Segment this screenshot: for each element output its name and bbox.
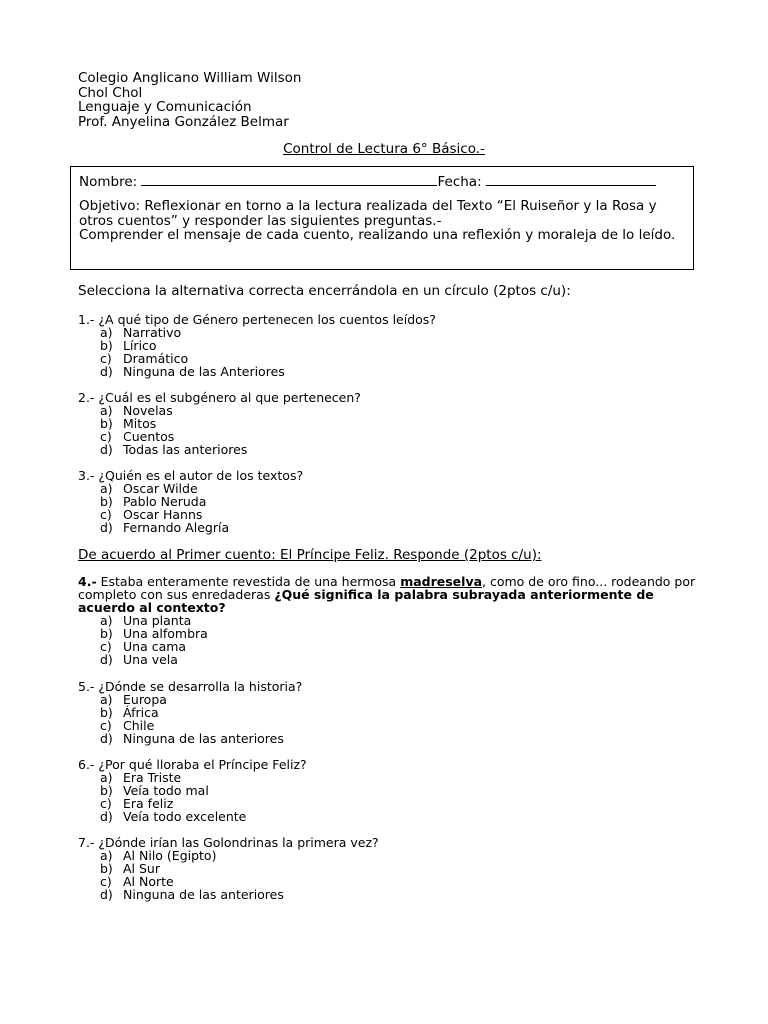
option-text: Chile (123, 718, 155, 733)
underlined-word: madreselva (400, 574, 483, 589)
option-letter: d) (100, 442, 113, 457)
question-6-text: 6.- ¿Por qué lloraba el Príncipe Feliz? (78, 757, 307, 772)
option-text: Ninguna de las anteriores (123, 887, 284, 902)
option-letter: a) (100, 770, 113, 785)
option-text: Una cama (123, 639, 187, 654)
question-4-post: , como de oro fino... rodeando por completo con sus enredaderas (78, 574, 696, 602)
option-item[interactable] (78, 810, 307, 823)
question-5-text: 5.- ¿Dónde se desarrolla la historia? (78, 679, 303, 694)
option-text: Oscar Wilde (123, 481, 198, 496)
option-letter: a) (100, 481, 113, 496)
option-text: Una vela (123, 652, 178, 667)
option-letter: c) (100, 429, 112, 444)
option-letter: b) (100, 705, 113, 720)
option-letter: a) (100, 325, 113, 340)
option-letter: c) (100, 639, 112, 654)
option-item[interactable] (78, 653, 698, 666)
option-item[interactable] (78, 888, 379, 901)
question-3-options (78, 482, 303, 534)
student-info-box (70, 166, 694, 270)
option-item[interactable] (78, 784, 307, 797)
option-letter: c) (100, 874, 112, 889)
option-text: Veía todo excelente (123, 809, 247, 824)
name-line[interactable] (141, 173, 437, 186)
city-name: Chol Chol (78, 84, 143, 101)
option-text: Pablo Neruda (123, 494, 207, 509)
question-7-text: 7.- ¿Dónde irían las Golondrinas la primera vez? (78, 835, 379, 850)
question-4-pre: Estaba enteramente revestida de una hermosa (96, 574, 401, 589)
option-letter: a) (100, 848, 113, 863)
name-date-row (79, 173, 656, 190)
question-7-options (78, 849, 379, 901)
option-text: Mitos (123, 416, 157, 431)
option-letter: a) (100, 613, 113, 628)
option-letter: b) (100, 783, 113, 798)
school-name: Colegio Anglicano William Wilson (78, 70, 302, 86)
page-title (0, 141, 768, 157)
option-text: Ninguna de las Anteriores (123, 364, 285, 379)
option-text: Era Triste (123, 770, 182, 785)
option-text: Lírico (123, 338, 157, 353)
option-item[interactable] (78, 404, 361, 417)
option-letter: b) (100, 416, 113, 431)
option-text: Al Norte (123, 874, 174, 889)
question-3 (78, 469, 303, 534)
objective-block (79, 199, 687, 243)
option-letter: b) (100, 626, 113, 641)
question-5-options (78, 693, 302, 745)
option-text: Oscar Hanns (123, 507, 203, 522)
option-letter: b) (100, 494, 113, 509)
question-4-question: ¿Qué significa la palabra subrayada anteriormente de acuerdo al contexto? (78, 587, 654, 615)
option-letter: a) (100, 403, 113, 418)
option-text: Cuentos (123, 429, 175, 444)
question-1 (78, 313, 436, 378)
teacher-name: Prof. Anyelina González Belmar (78, 113, 289, 130)
question-6 (78, 758, 307, 823)
question-4-options (78, 614, 698, 666)
option-letter: d) (100, 887, 113, 902)
option-text: Ninguna de las anteriores (123, 731, 284, 746)
option-item[interactable] (78, 417, 361, 430)
question-4 (78, 575, 698, 666)
question-2-text: 2.- ¿Cuál es el subgénero al que pertenecen? (78, 390, 361, 405)
option-text: Todas las anteriores (123, 442, 248, 457)
option-letter: b) (100, 338, 113, 353)
option-letter: d) (100, 652, 113, 667)
date-label: Fecha: (437, 174, 482, 190)
question-5 (78, 680, 302, 745)
option-text: Narrativo (123, 325, 182, 340)
document-header (78, 71, 301, 129)
option-text: Era feliz (123, 796, 174, 811)
option-text: Europa (123, 692, 167, 707)
option-text: Al Nilo (Egipto) (123, 848, 217, 863)
option-text: Novelas (123, 403, 173, 418)
instruction-text: Selecciona la alternativa correcta encerrándola en un círculo (2ptos c/u): (78, 283, 571, 299)
option-text: Al Sur (123, 861, 160, 876)
option-letter: c) (100, 796, 112, 811)
option-text: Una planta (123, 613, 192, 628)
option-item[interactable] (78, 365, 436, 378)
option-letter: c) (100, 507, 112, 522)
question-7 (78, 836, 379, 901)
date-line[interactable] (486, 173, 656, 186)
option-letter: a) (100, 692, 113, 707)
objective-text: Objetivo: Reflexionar en torno a la lectura realizada del Texto “El Ruiseñor y la Rosa y otros cuentos” y responder las siguientes preguntas.- (79, 198, 657, 229)
option-item[interactable] (78, 443, 361, 456)
page-title-text: Control de Lectura 6° Básico.- (283, 141, 485, 157)
option-text: Dramático (123, 351, 189, 366)
question-1-text: 1.- ¿A qué tipo de Género pertenecen los cuentos leídos? (78, 312, 436, 327)
option-letter: d) (100, 809, 113, 824)
section-2-heading: De acuerdo al Primer cuento: El Príncipe Feliz. Responde (2ptos c/u): (78, 547, 542, 563)
option-item[interactable] (78, 732, 302, 745)
question-6-options (78, 771, 307, 823)
option-text: Una alfombra (123, 626, 208, 641)
name-label: Nombre: (79, 174, 138, 190)
question-2 (78, 391, 361, 456)
objective-text-2: Comprender el mensaje de cada cuento, realizando una reflexión y moraleja de lo leído. (79, 227, 676, 243)
question-4-text (78, 575, 698, 614)
option-letter: c) (100, 718, 112, 733)
option-letter: d) (100, 520, 113, 535)
option-letter: d) (100, 364, 113, 379)
question-3-text: 3.- ¿Quién es el autor de los textos? (78, 468, 304, 483)
question-4-number: 4.- (78, 574, 97, 589)
option-text: Veía todo mal (123, 783, 209, 798)
option-item[interactable] (78, 521, 303, 534)
option-text: Fernando Alegría (123, 520, 230, 535)
option-letter: b) (100, 861, 113, 876)
option-letter: d) (100, 731, 113, 746)
option-letter: c) (100, 351, 112, 366)
subject-name: Lenguaje y Comunicación (78, 99, 252, 115)
question-2-options (78, 404, 361, 456)
question-1-options (78, 326, 436, 378)
option-text: África (123, 705, 159, 720)
